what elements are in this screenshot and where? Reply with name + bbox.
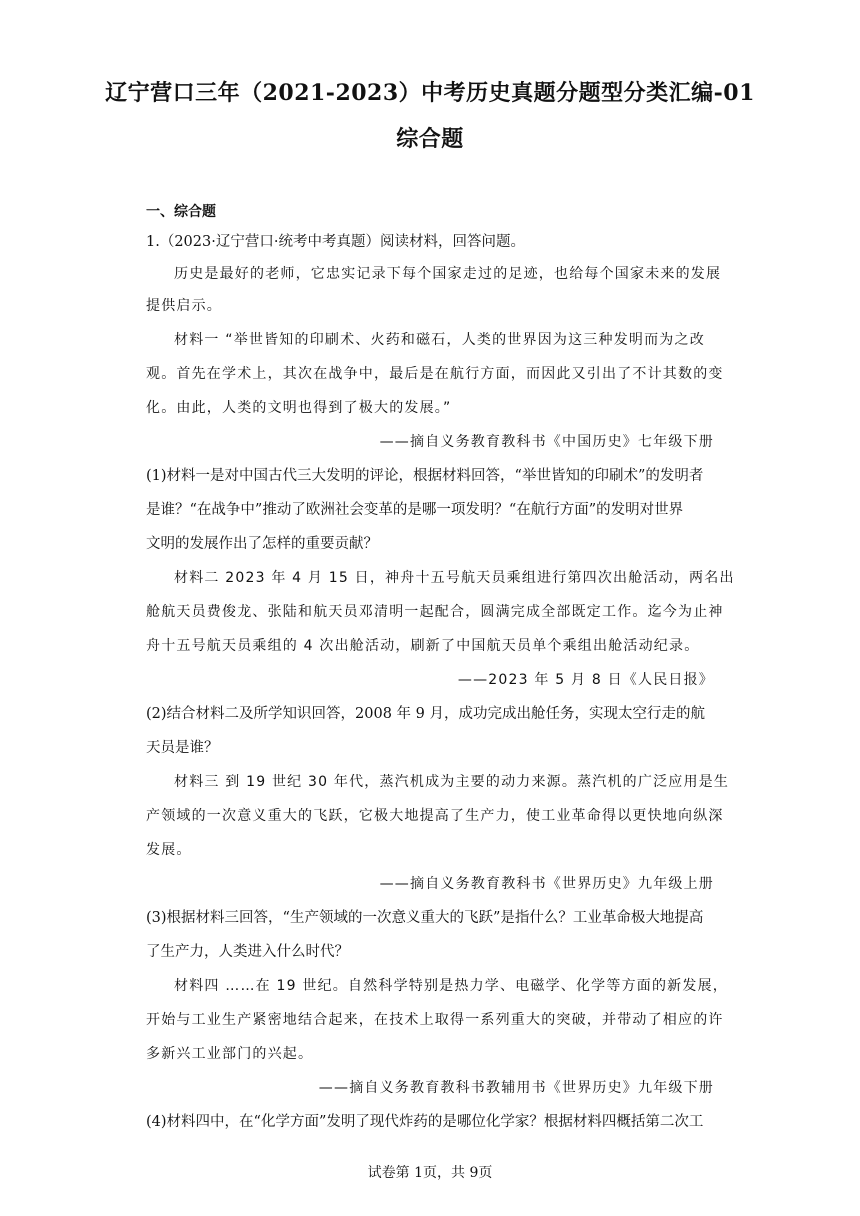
material2-source: ——2023 年 5 月 8 日《人民日报》 bbox=[457, 672, 714, 688]
material4-line: 多新兴工业部门的兴起。 bbox=[146, 1046, 314, 1062]
question-3-line: (3)根据材料三回答，“生产领域的一次意义重大的飞跃”是指什么？工业革命极大地提高 bbox=[146, 910, 704, 926]
material3-line: 产领域的一次意义重大的飞跃，它极大地提高了生产力，使工业革命得以更快地向纵深 bbox=[146, 808, 724, 824]
material2-line: 舱航天员费俊龙、张陆和航天员邓清明一起配合，圆满完成全部既定工作。迄今为止神 bbox=[146, 604, 724, 620]
question-header: 1.（2023·辽宁营口·统考中考真题）阅读材料，回答问题。 bbox=[146, 234, 525, 250]
intro-line: 历史是最好的老师，它忠实记录下每个国家走过的足迹，也给每个国家未来的发展 bbox=[174, 266, 722, 282]
document-title-line2: 综合题 bbox=[396, 126, 464, 152]
page-footer: 试卷第 1页，共 9页 bbox=[367, 1165, 493, 1181]
material4-source: ——摘自义务教育教科书教辅用书《世界历史》九年级下册 bbox=[318, 1080, 714, 1096]
question-1-line: 是谁？“在战争中”推动了欧洲社会变革的是哪一项发明？“在航行方面”的发明对世界 bbox=[146, 502, 684, 518]
question-3-line: 了生产力，人类进入什么时代？ bbox=[146, 944, 349, 960]
material3-line: 材料三 到 19 世纪 30 年代，蒸汽机成为主要的动力来源。蒸汽机的广泛应用是生 bbox=[174, 774, 730, 790]
section-heading: 一、综合题 bbox=[146, 204, 216, 220]
material1-source: ——摘自义务教育教科书《中国历史》七年级下册 bbox=[379, 434, 714, 450]
question-2-line: 天员是谁？ bbox=[146, 740, 219, 756]
document-title-line1: 辽宁营口三年（2021-2023）中考历史真题分题型分类汇编-01 bbox=[105, 80, 755, 106]
material4-line: 开始与工业生产紧密地结合起来，在技术上取得一系列重大的突破，并带动了相应的许 bbox=[146, 1012, 724, 1028]
intro-line: 提供启示。 bbox=[146, 298, 222, 314]
material4-line: 材料四 ……在 19 世纪。自然科学特别是热力学、电磁学、化学等方面的新发展， bbox=[174, 978, 728, 994]
question-2-line: (2)结合材料二及所学知识回答，2008 年 9 月，成功完成出舱任务，实现太空行走的航 bbox=[146, 706, 705, 722]
material1-line: 化。由此，人类的文明也得到了极大的发展。” bbox=[146, 400, 452, 416]
question-1-line: 文明的发展作出了怎样的重要贡献？ bbox=[146, 536, 378, 552]
material2-line: 舟十五号航天员乘组的 4 次出舱活动，刷新了中国航天员单个乘组出舱活动纪录。 bbox=[146, 638, 700, 654]
question-4-line: (4)材料四中，在“化学方面”发明了现代炸药的是哪位化学家？根据材料四概括第二次工 bbox=[146, 1114, 704, 1130]
material1-line: 材料一 “举世皆知的印刷术、火药和磁石，人类的世界因为这三种发明而为之改 bbox=[174, 332, 705, 348]
material3-source: ——摘自义务教育教科书《世界历史》九年级上册 bbox=[379, 876, 714, 892]
material3-line: 发展。 bbox=[146, 842, 192, 858]
material2-line: 材料二 2023 年 4 月 15 日，神舟十五号航天员乘组进行第四次出舱活动，两名出 bbox=[174, 570, 735, 586]
question-1-line: (1)材料一是对中国古代三大发明的评论，根据材料回答，“举世皆知的印刷术”的发明者 bbox=[146, 468, 704, 484]
material1-line: 观。首先在学术上，其次在战争中，最后是在航行方面，而因此又引出了不计其数的变 bbox=[146, 366, 724, 382]
